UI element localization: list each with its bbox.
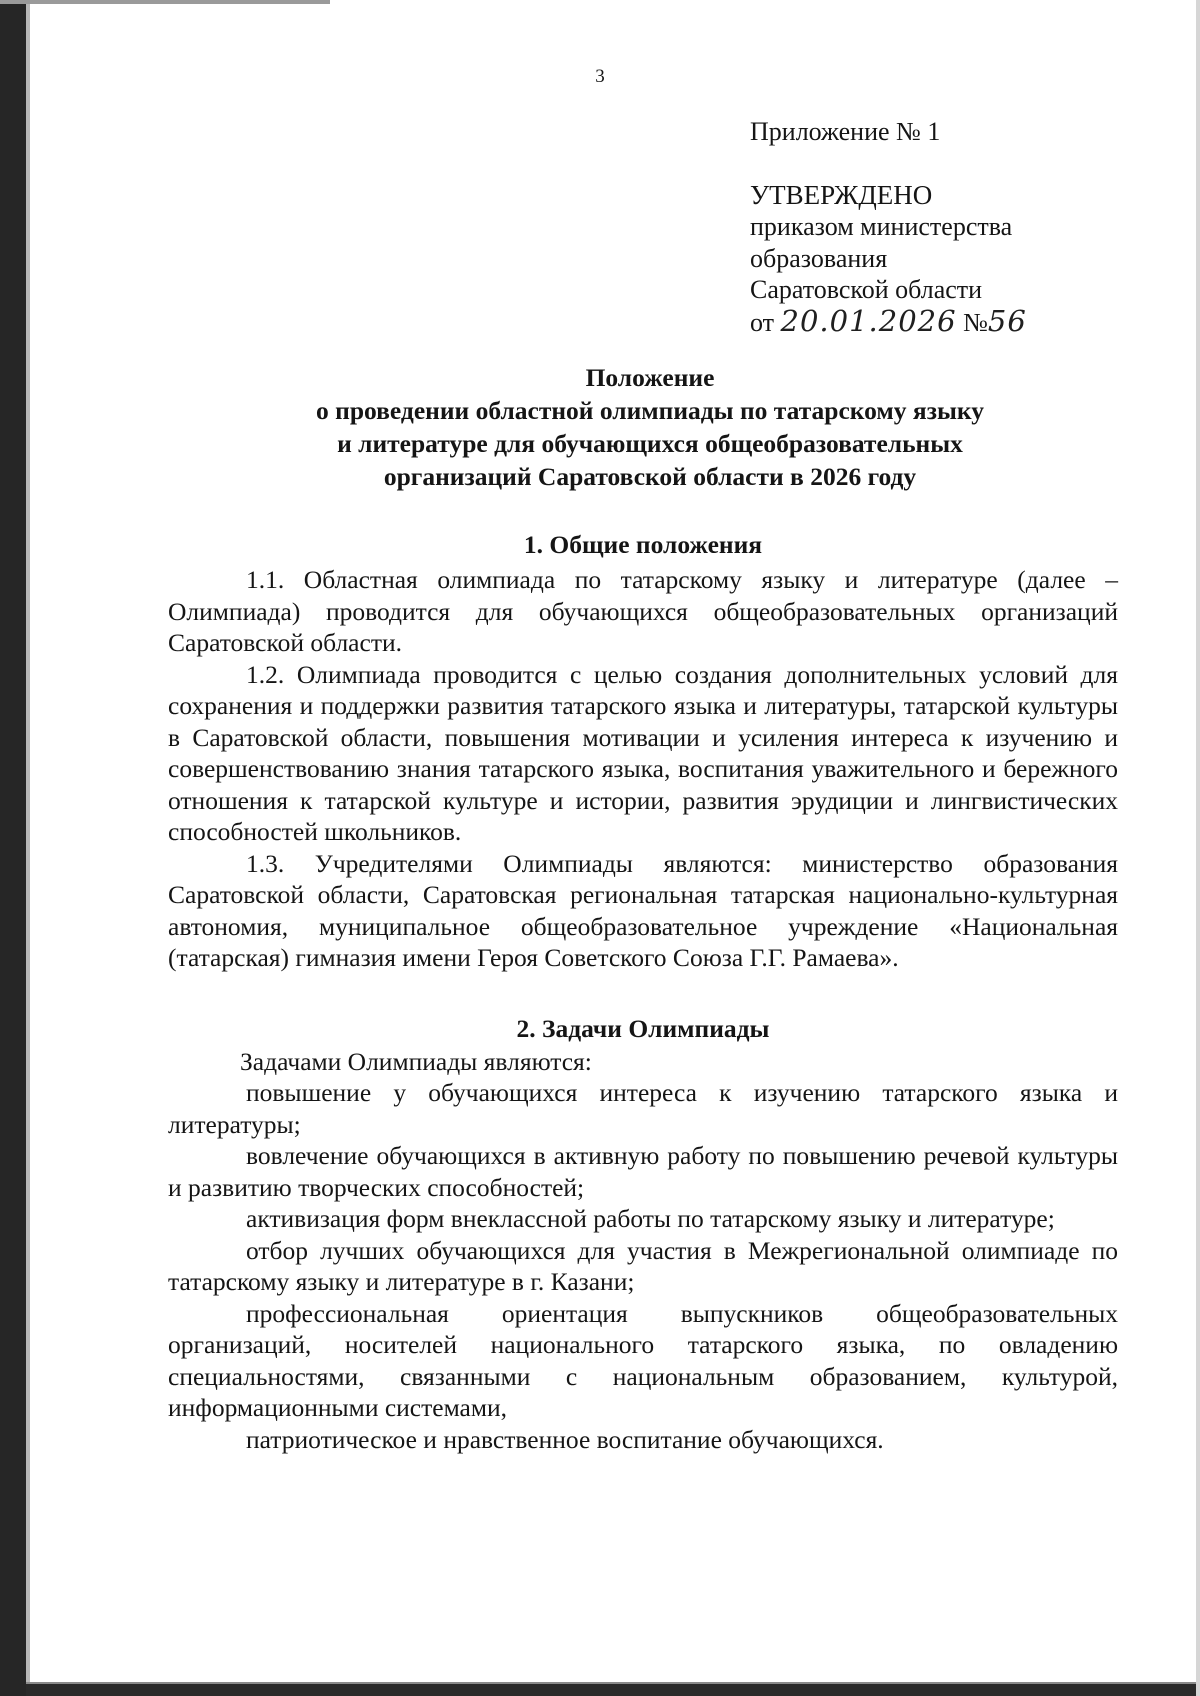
approval-date-line [750,303,1027,339]
task-item: активизация форм внеклассной работы по татарскому языку и литературе; [246,1204,1055,1233]
paragraph-1-1: 1.1. Областная олимпиада по татарскому языку и литературе (далее – Олимпиада) проводится для обучающихся общеобразовательных организаций Саратовской области. [168,565,1118,657]
number-prefix: № [963,307,988,337]
approval-block [750,116,1027,338]
approval-line-2: образования [750,243,888,273]
scan-top-edge [0,0,330,4]
document-title [120,361,1180,493]
scan-bottom-border [26,1684,1196,1696]
scan-right-edge [1196,0,1200,1696]
handwritten-number: 56 [987,303,1027,338]
task-item: патриотическое и нравственное воспитание обучающихся. [246,1424,884,1454]
task-item: профессиональная ориентация выпускников общеобразовательных организаций, носителей национального татарского языка, по овладению специальностями, связанными с национальным образованием, культурой, информационными системами, [168,1298,1118,1422]
paragraph-1-3: 1.3. Учредителями Олимпиады являются: министерство образования Саратовской области, Саратовская региональная татарская национально-культурная автономия, муниципальное общеобразовательное учреждение «Национальная (татарская) гимназия имени Героя Советского Союза Г.Г. Рамаева». [168,848,1118,972]
title-line-3: и литературе для обучающихся общеобразовательных [337,429,963,458]
date-prefix: от [750,307,775,337]
approved-stamp-text: УТВЕРЖДЕНО [750,179,933,210]
scan-left-border [0,0,26,1696]
task-item: повышение у обучающихся интереса к изучению татарского языка и литературы; [168,1078,1118,1139]
task-item: отбор лучших обучающихся для участия в Межрегиональной олимпиаде по татарскому языку и литературе в г. Казани; [168,1235,1118,1296]
title-line-1: Положение [585,363,715,392]
document-body [168,528,1118,1455]
task-item: вовлечение обучающихся в активную работу по повышению речевой культуры и развитию творческих способностей; [168,1141,1118,1202]
title-line-4: организаций Саратовской области в 2026 году [383,462,917,491]
section-1-heading: 1. Общие положения [523,530,763,559]
paragraph-1-2: 1.2. Олимпиада проводится с целью создания дополнительных условий для сохранения и поддержки развития татарского языка и литературы, татарской культуры в Саратовской области, повышения мотивации и усиления интереса к изучению и совершенствованию знания татарского языка, воспитания уважительного и бережного отношения к татарской культуре и истории, развития эрудиции и лингвистических способностей школьников. [168,659,1118,846]
title-line-2: о проведении областной олимпиады по татарскому языку [316,396,984,425]
scan-left-edge [26,0,30,1696]
page-number: 3 [595,66,605,87]
approval-line-3: Саратовской области [750,275,983,304]
section-2-heading: 2. Задачи Олимпиады [516,1013,770,1043]
section-2-intro: Задачами Олимпиады являются: [240,1046,592,1076]
annex-label: Приложение № 1 [750,117,941,146]
handwritten-date: 20.01.2026 [780,303,957,338]
approval-line-1: приказом министерства [750,212,1013,241]
